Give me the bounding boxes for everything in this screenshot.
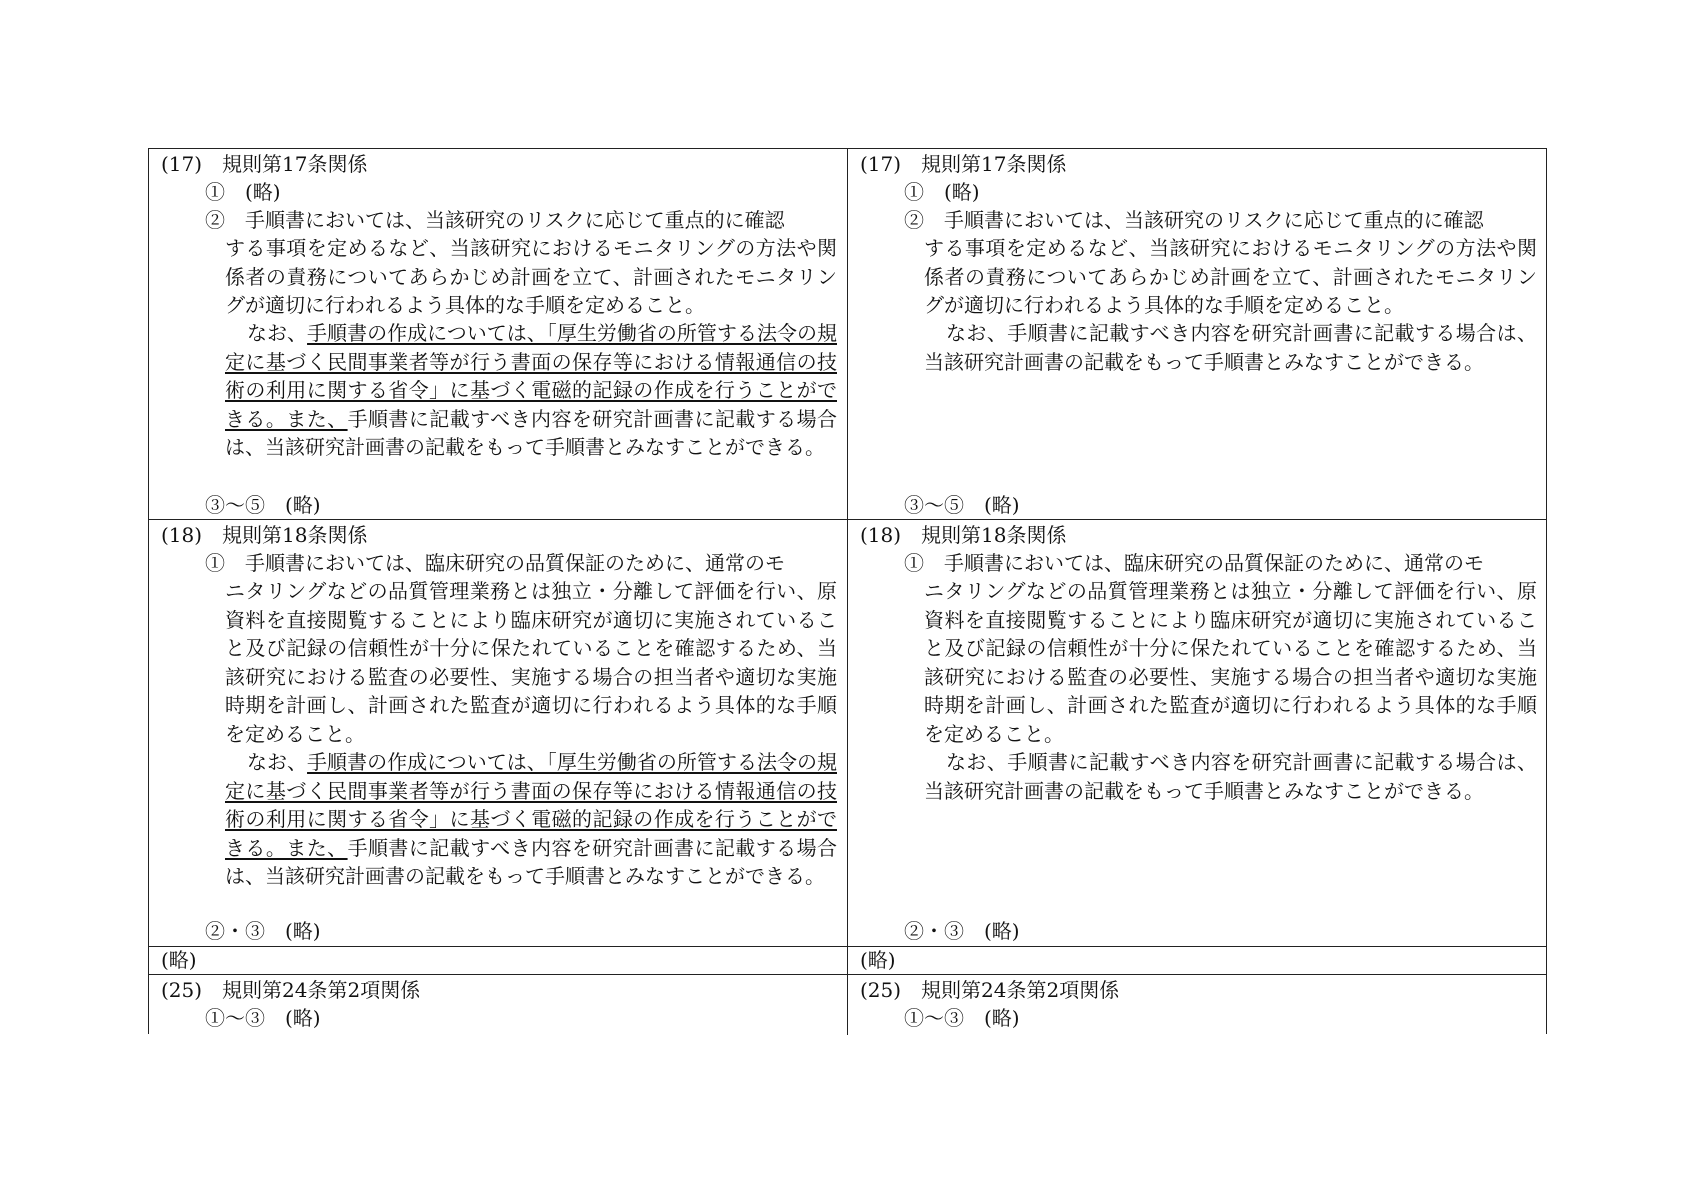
note-prefix: なお、	[247, 750, 308, 774]
item-1-body: ニタリングなどの品質管理業務とは独立・分離して評価を行い、原資料を直接閲覧することにより臨床研究が適切に実施されていること及び記録の信頼性が十分に保たれていることを確認するため、当該研究における監査の必要性、実施する場合の担当者や適切な実施時期を計画し、計画された監査が適切に行われるよう具体的な手順を定めること。	[225, 579, 837, 746]
note-paragraph	[924, 748, 1537, 805]
comparison-table	[148, 148, 1547, 1034]
current-cell-25	[848, 975, 1547, 1035]
item-2-body: する事項を定めるなど、当該研究におけるモニタリングの方法や関係者の責務についてあらかじめ計画を立て、計画されたモニタリングが適切に行われるよう具体的な手順を定めること。	[924, 236, 1537, 317]
current-cell-18	[848, 520, 1547, 946]
item-1-lead: ① 手順書においては、臨床研究の品質保証のために、通常のモ	[205, 551, 785, 575]
revised-cell-omitted	[149, 947, 848, 974]
note-text: なお、手順書に記載すべき内容を研究計画書に記載する場合は、当該研究計画書の記載をもって手順書とみなすことができる。	[924, 321, 1537, 374]
item-1: ① (略)	[904, 180, 980, 204]
row-article-18	[149, 520, 1546, 947]
item-tail: ②・③ (略)	[904, 919, 1020, 943]
row-article-17	[149, 149, 1546, 520]
note-paragraph	[924, 319, 1537, 376]
row-article-24-2	[149, 975, 1546, 1035]
item-tail: ③〜⑤ (略)	[904, 493, 1020, 517]
revised-cell-17	[149, 149, 848, 519]
current-cell-17	[848, 149, 1547, 519]
note-prefix: なお、	[247, 321, 308, 345]
note-paragraph	[225, 319, 837, 462]
section-heading: (17) 規則第17条関係	[161, 152, 368, 176]
note-rest: 手順書に記載すべき内容を研究計画書に記載する場合は、当該研究計画書の記載をもって手順書とみなすことができる。	[225, 835, 838, 888]
item-omitted: ①〜③ (略)	[904, 1006, 1020, 1030]
item-1: ① (略)	[205, 180, 281, 204]
item-1-body: ニタリングなどの品質管理業務とは独立・分離して評価を行い、原資料を直接閲覧することにより臨床研究が適切に実施されていること及び記録の信頼性が十分に保たれていることを確認するため、当該研究における監査の必要性、実施する場合の担当者や適切な実施時期を計画し、計画された監査が適切に行われるよう具体的な手順を定めること。	[924, 579, 1537, 746]
section-heading: (17) 規則第17条関係	[860, 152, 1067, 176]
note-paragraph	[225, 748, 837, 891]
item-1-lead: ① 手順書においては、臨床研究の品質保証のために、通常のモ	[904, 551, 1484, 575]
note-rest: 手順書に記載すべき内容を研究計画書に記載する場合は、当該研究計画書の記載をもって手順書とみなすことができる。	[225, 406, 838, 459]
section-heading: (18) 規則第18条関係	[161, 523, 368, 547]
revised-cell-25	[149, 975, 848, 1035]
item-tail: ②・③ (略)	[205, 919, 321, 943]
note-underlined: 手順書の作成については、「厚生労働省の所管する法令の規定に基づく民間事業者等が行う書面の保存等における情報通信の技術の利用に関する省令」に基づく電磁的記録の作成を行うことができる。また、	[225, 321, 837, 431]
note-text: なお、手順書に記載すべき内容を研究計画書に記載する場合は、当該研究計画書の記載をもって手順書とみなすことができる。	[924, 750, 1537, 803]
current-cell-omitted	[848, 947, 1547, 974]
revised-cell-18	[149, 520, 848, 946]
section-heading: (25) 規則第24条第2項関係	[860, 978, 1120, 1002]
omitted-text: (略)	[860, 948, 896, 972]
row-omitted	[149, 947, 1546, 975]
item-2-body: する事項を定めるなど、当該研究におけるモニタリングの方法や関係者の責務についてあらかじめ計画を立て、計画されたモニタリングが適切に行われるよう具体的な手順を定めること。	[225, 236, 837, 317]
note-underlined: 手順書の作成については、「厚生労働省の所管する法令の規定に基づく民間事業者等が行う書面の保存等における情報通信の技術の利用に関する省令」に基づく電磁的記録の作成を行うことができる。また、	[225, 750, 837, 860]
item-omitted: ①〜③ (略)	[205, 1006, 321, 1030]
item-tail: ③〜⑤ (略)	[205, 493, 321, 517]
omitted-text: (略)	[161, 948, 197, 972]
item-2-lead: ② 手順書においては、当該研究のリスクに応じて重点的に確認	[904, 208, 1484, 232]
section-heading: (18) 規則第18条関係	[860, 523, 1067, 547]
item-2-lead: ② 手順書においては、当該研究のリスクに応じて重点的に確認	[205, 208, 785, 232]
section-heading: (25) 規則第24条第2項関係	[161, 978, 421, 1002]
